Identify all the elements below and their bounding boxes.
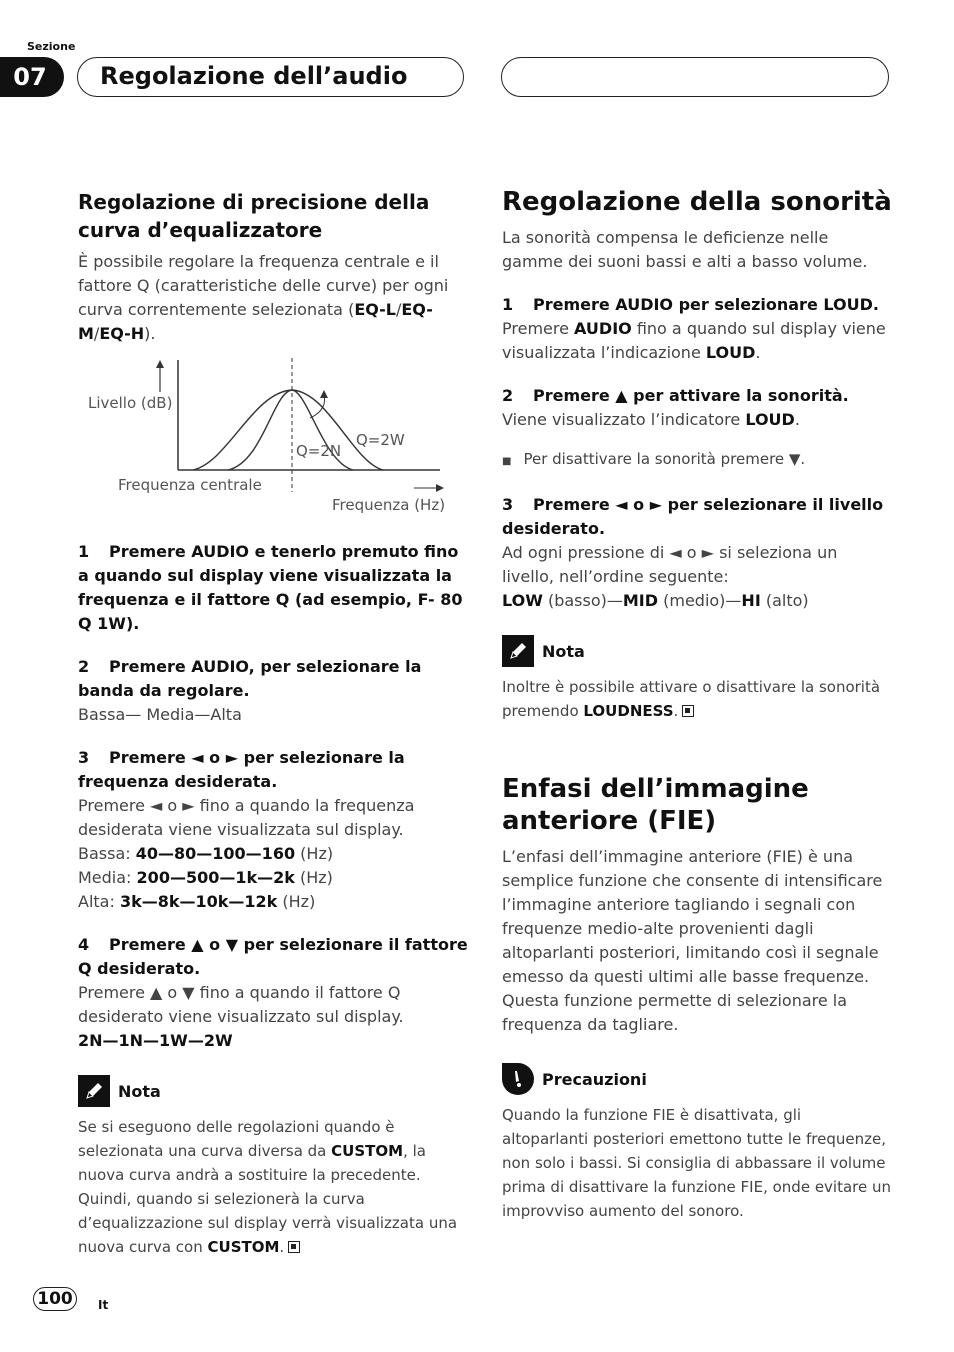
loud-levels: LOW (basso)—MID (medio)—HI (alto) <box>502 591 809 610</box>
left-note-header: Nota <box>78 1075 468 1107</box>
q2-label: Q=2W <box>356 431 405 449</box>
xlabel: Frequenza (Hz) <box>332 496 446 514</box>
q1-label: Q=2N <box>296 442 342 460</box>
left-step-2: 2 Premere AUDIO, per selezionare la banda da regolare. <box>78 657 422 700</box>
right-step-3: 3 Premere ◄ o ► per selezionare il livello desiderato. <box>502 495 884 538</box>
right-step-1: 1 Premere AUDIO per selezionare LOUD. <box>502 295 879 314</box>
left-note-text: Se si eseguono delle regolazioni quando è selezionata una curva diversa da CUSTOM, la nuova curva andrà a sostituire la precedente. Quindi, quando si selezionerà la curva d’equalizzazione sul display verrà visualizzata una nuova curva con CUSTOM. <box>78 1118 458 1256</box>
caution-header: Precauzioni <box>502 1063 892 1095</box>
left-step-4: 4 Premere ▲ o ▼ per selezionare il fattore Q desiderato. <box>78 935 468 978</box>
fie-text: L’enfasi dell’immagine anteriore (FIE) è una semplice funzione che consente di intensificare l’immagine anteriore tagliando i segnali con frequenze medio-alte provenienti dagli altoparlanti posteriori, limitando così il segnale emesso da questi ultimi alle basse frequenze. Questa funzione permette di selezionare la frequenza da tagliare. <box>502 847 883 1034</box>
end-mark-icon <box>682 705 694 717</box>
end-mark-icon <box>288 1241 300 1253</box>
pencil-icon <box>502 635 534 667</box>
eq-curve-diagram <box>78 352 468 522</box>
left-steps <box>78 540 468 1274</box>
left-step-3: 3 Premere ◄ o ► per selezionare la frequenza desiderata. <box>78 748 405 791</box>
loudness-intro: La sonorità compensa le deficienze nelle gamme dei suoni bassi e alti a basso volume. <box>502 228 868 271</box>
section-number: 07 <box>0 57 64 97</box>
right-step-2-body: Viene visualizzato l’indicatore LOUD. <box>502 410 800 429</box>
right-step-2-bullet: ■ Per disattivare la sonorità premere ▼. <box>502 450 806 468</box>
eq-heading: Regolazione di precisione della curva d’equalizzatore <box>78 190 430 242</box>
page-title: Regolazione dell’audio <box>77 57 464 97</box>
caution-text: Quando la funzione FIE è disattivata, gli altoparlanti posteriori emettono tutte le frequenze, non solo i bassi. Si consiglia di abbassare il volume prima di disattivare la funzione FIE, onde evitare un improvviso aumento del sonoro. <box>502 1106 892 1220</box>
right-step-2: 2 Premere ▲ per attivare la sonorità. <box>502 386 849 405</box>
center-freq-label: Frequenza centrale <box>118 476 262 494</box>
left-step-2-body: Bassa— Media—Alta <box>78 705 242 724</box>
right-step-1-body: Premere AUDIO fino a quando sul display viene visualizzata l’indicazione LOUD. <box>502 319 886 362</box>
language-label: It <box>98 1298 109 1312</box>
section-label: Sezione <box>27 40 76 53</box>
caution-icon <box>502 1063 534 1095</box>
right-note-header: Nota <box>502 635 892 667</box>
y-axis-arrowhead <box>156 360 164 368</box>
right-column <box>502 186 892 1238</box>
header-empty-box <box>501 57 889 97</box>
ylabel: Livello (dB) <box>88 394 173 412</box>
loudness-heading: Regolazione della sonorità <box>502 187 892 217</box>
right-step-3-body: Ad ogni pressione di ◄ o ► si seleziona un livello, nell’ordine seguente: <box>502 543 838 586</box>
q-values: 2N—1N—1W—2W <box>78 1031 233 1050</box>
freq-bassa: Bassa: 40—80—100—160 (Hz) <box>78 844 334 863</box>
left-step-1: 1 Premere AUDIO e tenerlo premuto fino a quando sul display viene visualizzata la frequenza e il fattore Q (ad esempio, F- 80 Q 1W). <box>78 542 463 633</box>
freq-alta: Alta: 3k—8k—10k—12k (Hz) <box>78 892 316 911</box>
fie-heading: Enfasi dell’immagine anteriore (FIE) <box>502 774 809 836</box>
eq-intro: È possibile regolare la frequenza centrale e il fattore Q (caratteristiche delle curve) per ogni curva correntemente selezionata (EQ-L/EQ-M/EQ-H). <box>78 252 449 343</box>
right-note-text: Inoltre è possibile attivare o disattivare la sonorità premendo LOUDNESS. <box>502 678 881 720</box>
page-number: 100 <box>33 1287 77 1311</box>
left-column <box>78 188 468 346</box>
curve-wide <box>193 390 383 470</box>
pencil-icon <box>78 1075 110 1107</box>
left-step-4-body: Premere ▲ o ▼ fino a quando il fattore Q desiderato viene visualizzato sul display. <box>78 983 404 1026</box>
freq-media: Media: 200—500—1k—2k (Hz) <box>78 868 333 887</box>
left-step-3-body: Premere ◄ o ► fino a quando la frequenza desiderata viene visualizzata sul display. <box>78 796 415 839</box>
